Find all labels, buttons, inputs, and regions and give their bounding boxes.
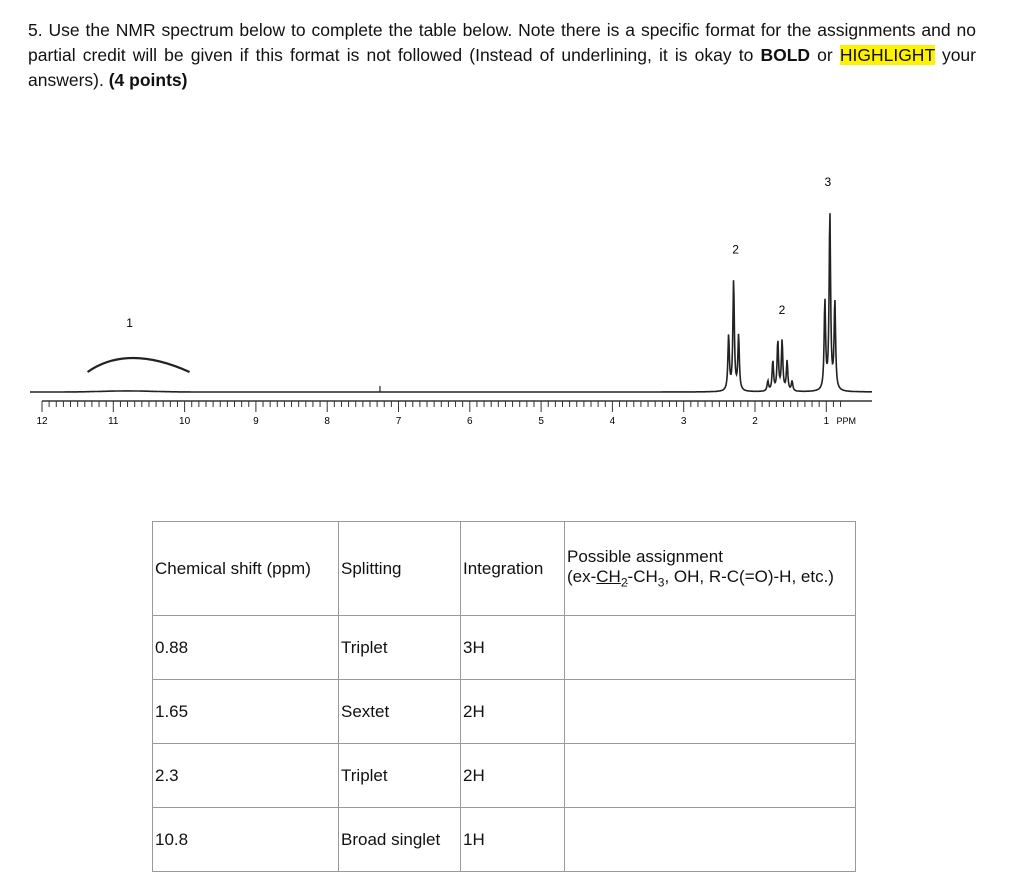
- cell-integration: 2H: [461, 680, 565, 744]
- cell-assignment[interactable]: [565, 808, 856, 872]
- x-tick-label: 10: [179, 416, 191, 427]
- spectrum-trace: [30, 213, 872, 392]
- x-tick-label: 11: [108, 416, 119, 427]
- bold-word: BOLD: [760, 45, 811, 65]
- cell-splitting: Broad singlet: [339, 808, 461, 872]
- x-tick-label: 9: [253, 416, 259, 427]
- highlight-word: HIGHLIGHT: [839, 45, 935, 65]
- question-body: Use the NMR spectrum below to complete the table below. Note there is a specific format for the assignments and no partial credit will be given if this format is not followed (Instead of underlining, it is okay to: [28, 20, 976, 65]
- or-text: or: [810, 45, 840, 65]
- question-text: [28, 18, 976, 93]
- nmr-table: [152, 521, 856, 872]
- cell-assignment[interactable]: [565, 680, 856, 744]
- table-row: [153, 680, 856, 744]
- header-assignment: [565, 522, 856, 616]
- ex-sub3: 3: [657, 575, 665, 590]
- cell-shift: 2.3: [153, 744, 339, 808]
- table-row: [153, 744, 856, 808]
- x-tick-label: 7: [395, 416, 402, 427]
- ex-sub2: 2: [620, 575, 628, 590]
- cell-splitting: Sextet: [339, 680, 461, 744]
- header-shift: Chemical shift (ppm): [153, 522, 339, 616]
- header-splitting: Splitting: [339, 522, 461, 616]
- cell-shift: 10.8: [153, 808, 339, 872]
- points-label: (4 points): [108, 70, 188, 90]
- table-row: [153, 616, 856, 680]
- x-tick-label: 3: [680, 416, 687, 427]
- cell-assignment[interactable]: [565, 744, 856, 808]
- question-number: 5.: [28, 20, 43, 40]
- x-tick-label: 2: [752, 416, 758, 427]
- x-tick-label: 12: [36, 416, 48, 427]
- nmr-spectrum: [0, 150, 1024, 440]
- broad-peak-curve: [88, 358, 190, 372]
- integration-label: 1: [126, 316, 133, 330]
- cell-integration: 1H: [461, 808, 565, 872]
- x-tick-label: 4: [609, 416, 616, 427]
- question-body-end: your answers).: [28, 45, 976, 90]
- assignment-title: Possible assignment: [567, 547, 723, 567]
- x-unit-label: PPM: [836, 416, 857, 426]
- cell-integration: 2H: [461, 744, 565, 808]
- cell-shift: 1.65: [153, 680, 339, 744]
- cell-assignment[interactable]: [565, 616, 856, 680]
- cell-splitting: Triplet: [339, 744, 461, 808]
- assignment-example: [567, 567, 853, 589]
- table-header-row: [153, 522, 856, 616]
- cell-shift: 0.88: [153, 616, 339, 680]
- ex-ch3: -CH: [627, 567, 658, 587]
- header-integration: Integration: [461, 522, 565, 616]
- ex-rest: , OH, R-C(=O)-H, etc.): [664, 567, 834, 587]
- integration-label: 2: [732, 242, 739, 257]
- x-tick-label: 8: [324, 416, 330, 427]
- x-tick-label: 5: [538, 416, 544, 427]
- cell-integration: 3H: [461, 616, 565, 680]
- ex-ch: CH: [596, 567, 621, 587]
- ex-ch2: [596, 567, 628, 590]
- integration-label: 2: [778, 303, 786, 318]
- integration-label: 3: [824, 175, 832, 189]
- x-tick-label: 6: [467, 416, 473, 427]
- x-tick-label: 1: [823, 416, 830, 427]
- ex-text: (ex-: [567, 567, 597, 587]
- table-row: [153, 808, 856, 872]
- cell-splitting: Triplet: [339, 616, 461, 680]
